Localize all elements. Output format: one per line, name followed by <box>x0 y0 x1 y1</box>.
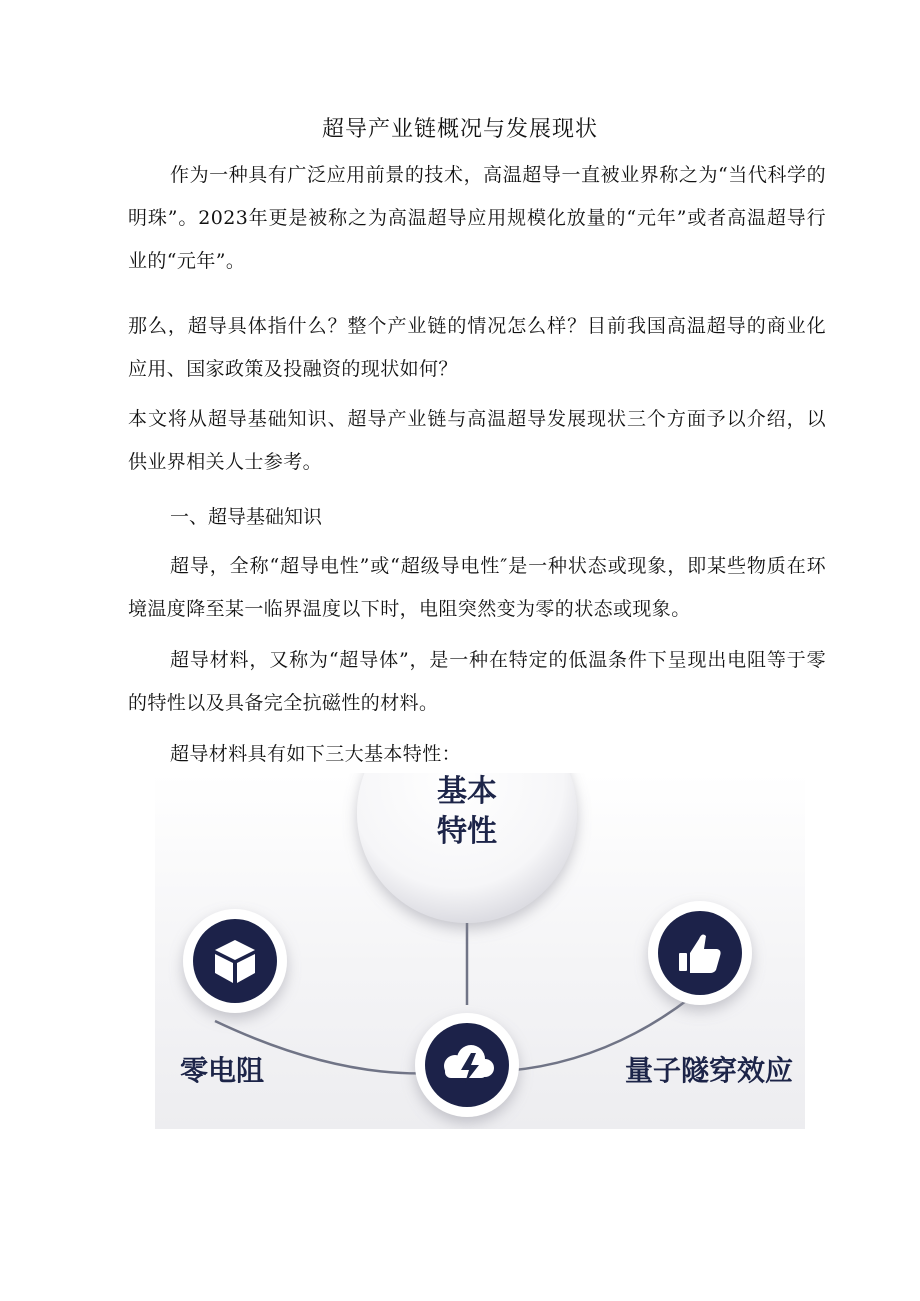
properties-intro: 超导材料具有如下三大基本特性： <box>170 743 462 765</box>
zero-resistance-node <box>183 909 287 1013</box>
section-heading: 一、超导基础知识 <box>170 506 323 528</box>
document-title: 超导产业链概况与发展现状 <box>321 117 598 142</box>
overview-paragraph: 本文将从超导基础知识、超导产业链与高温超导发展现状三个方面予以介绍，以供业界相关人士参考。 <box>128 408 826 473</box>
superconductivity-definition: 超导，全称“超导电性”或“超级导电性″是一种状态或现象，即某些物质在环境温度降至某一临界温度以下时，电阻突然变为零的状态或现象。 <box>128 555 826 620</box>
intro-paragraph: 作为一种具有广泛应用前景的技术，高温超导一直被业界称之为“当代科学的明珠”。2023年更是被称之为高温超导应用规模化放量的“元年”或者高温超导行业的“元年”。 <box>128 164 826 272</box>
basic-properties-figure <box>155 773 805 1129</box>
zero-resistance-label: 零电阻 <box>180 1054 265 1087</box>
question-paragraph: 那么，超导具体指什么？整个产业链的情况怎么样？目前我国高温超导的商业化应用、国家政策及投融资的现状如何？ <box>128 315 826 380</box>
center-label-top: 基本 <box>437 774 497 809</box>
center-label-bottom: 特性 <box>437 814 497 849</box>
superconductor-definition: 超导材料，又称为“超导体”，是一种在特定的低温条件下呈现出电阻等于零的特性以及具备完全抗磁性的材料。 <box>128 649 826 714</box>
quantum-tunneling-label: 量子隧穿效应 <box>625 1054 794 1087</box>
